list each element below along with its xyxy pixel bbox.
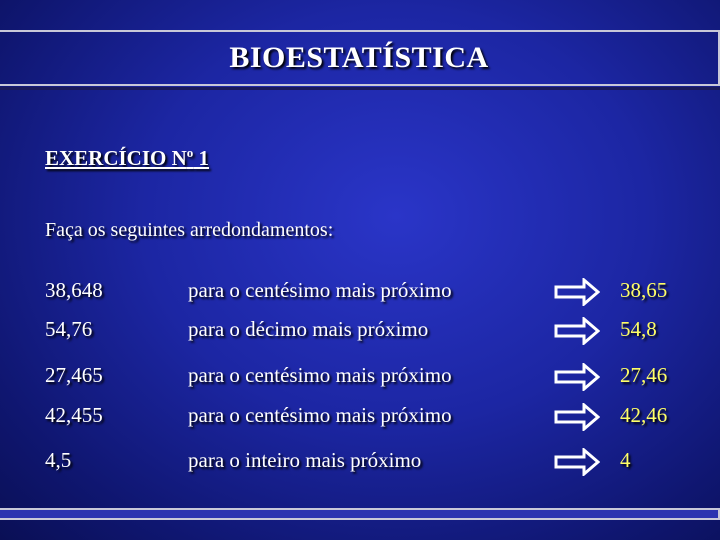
rounding-row	[0, 403, 720, 433]
double-right-arrow-icon	[554, 317, 600, 345]
exercise-heading	[45, 145, 209, 171]
double-right-arrow-icon	[554, 278, 600, 306]
row-number: 4,5	[45, 448, 72, 472]
slide-title: BIOESTATÍSTICA	[229, 41, 489, 74]
row-result: 54,8	[620, 317, 657, 341]
title-banner	[0, 30, 720, 86]
row-description: para o décimo mais próximo	[188, 317, 429, 341]
row-description: para o inteiro mais próximo	[188, 448, 422, 472]
row-result: 42,46	[620, 403, 668, 427]
row-result: 27,46	[620, 363, 668, 387]
rounding-row	[0, 278, 720, 308]
rounding-row	[0, 317, 720, 347]
footer-bar	[0, 508, 720, 520]
row-result: 38,65	[620, 278, 668, 302]
row-result: 4	[620, 448, 631, 472]
exercise-number: 1	[193, 146, 210, 170]
exercise-label: EXERCÍCIO N	[45, 146, 187, 170]
row-description: para o centésimo mais próximo	[188, 363, 452, 387]
rounding-row	[0, 448, 720, 478]
rounding-row	[0, 363, 720, 393]
row-number: 42,455	[45, 403, 103, 427]
row-number: 27,465	[45, 363, 103, 387]
row-description: para o centésimo mais próximo	[188, 278, 452, 302]
instruction-text: Faça os seguintes arredondamentos:	[45, 219, 334, 241]
exercise-superscript: o	[186, 145, 194, 160]
row-number: 54,76	[45, 317, 93, 341]
double-right-arrow-icon	[554, 448, 600, 476]
row-number: 38,648	[45, 278, 103, 302]
double-right-arrow-icon	[554, 363, 600, 391]
double-right-arrow-icon	[554, 403, 600, 431]
row-description: para o centésimo mais próximo	[188, 403, 452, 427]
